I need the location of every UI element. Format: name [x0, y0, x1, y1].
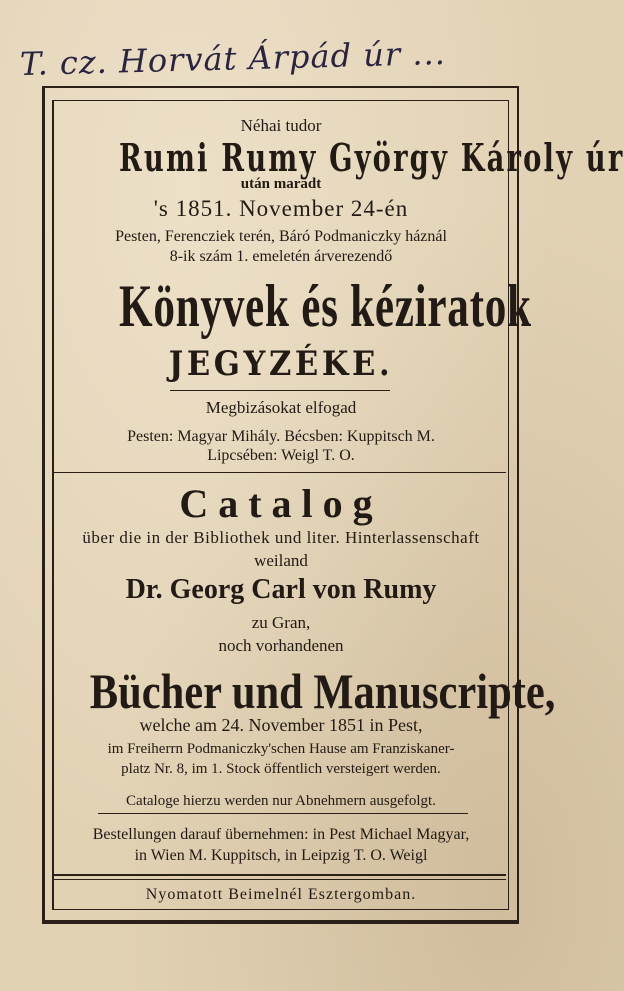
german-description: über die in der Bibliothek und liter. Hinterlassenschaft [82, 528, 480, 547]
section-divider [54, 472, 506, 473]
handwritten-inscription: T. cz. Horvát Árpád úr ... [19, 33, 447, 84]
weiland-line: weiland [254, 551, 308, 570]
footer-rule-thick [54, 874, 506, 876]
footer-rule-thin [54, 879, 506, 880]
title-german: Catalog [179, 481, 383, 526]
owner-name-german: Dr. Georg Carl von Rumy [125, 574, 437, 605]
agents-german: in Wien M. Kuppitsch, in Leipzig T. O. Weigl [134, 847, 428, 864]
existing-line: noch vorhandenen [218, 636, 344, 655]
owner-name: Rumi Rumy György Károly úr [119, 135, 624, 180]
title-hungarian: Könyvek és kéziratok [119, 273, 532, 339]
agent-leipzig: Lipcsében: Weigl T. O. [207, 447, 355, 464]
orders-heading: Megbizásokat elfogad [205, 398, 357, 417]
intro-line: Néhai tudor [240, 116, 322, 135]
notice-rule [98, 813, 468, 814]
printer-imprint: Nyomatott Beimelnél Esztergomban. [145, 886, 417, 903]
place-line: zu Gran, [251, 613, 311, 632]
left-behind-line: után maradt [240, 176, 322, 192]
orders-german: Bestellungen darauf übernehmen: in Pest Michael Magyar, [92, 826, 470, 843]
auction-location-german: im Freiherrn Podmaniczky'schen Hause am Franziskaner- [107, 741, 455, 757]
auction-floor: 8-ik szám 1. emeletén árverezendő [169, 248, 393, 265]
subtitle-hungarian: JEGYZÉKE. [168, 344, 394, 384]
catalogue-notice: Cataloge hierzu werden nur Abnehmern ausgefolgt. [126, 793, 436, 809]
auction-date: 's 1851. November 24-én [153, 196, 409, 221]
auction-location: Pesten, Ferencziek terén, Báró Podmaniczky háznál [115, 228, 447, 245]
divider-rule [170, 390, 390, 391]
agents-pest-vienna: Pesten: Magyar Mihály. Bécsben: Kuppitsch M. [127, 428, 435, 445]
auction-floor-german: platz Nr. 8, im 1. Stock öffentlich versteigert werden. [121, 761, 441, 777]
auction-date-german: welche am 24. November 1851 in Pest, [139, 715, 423, 735]
books-manuscripts-title: Bücher und Manuscripte, [89, 663, 556, 719]
